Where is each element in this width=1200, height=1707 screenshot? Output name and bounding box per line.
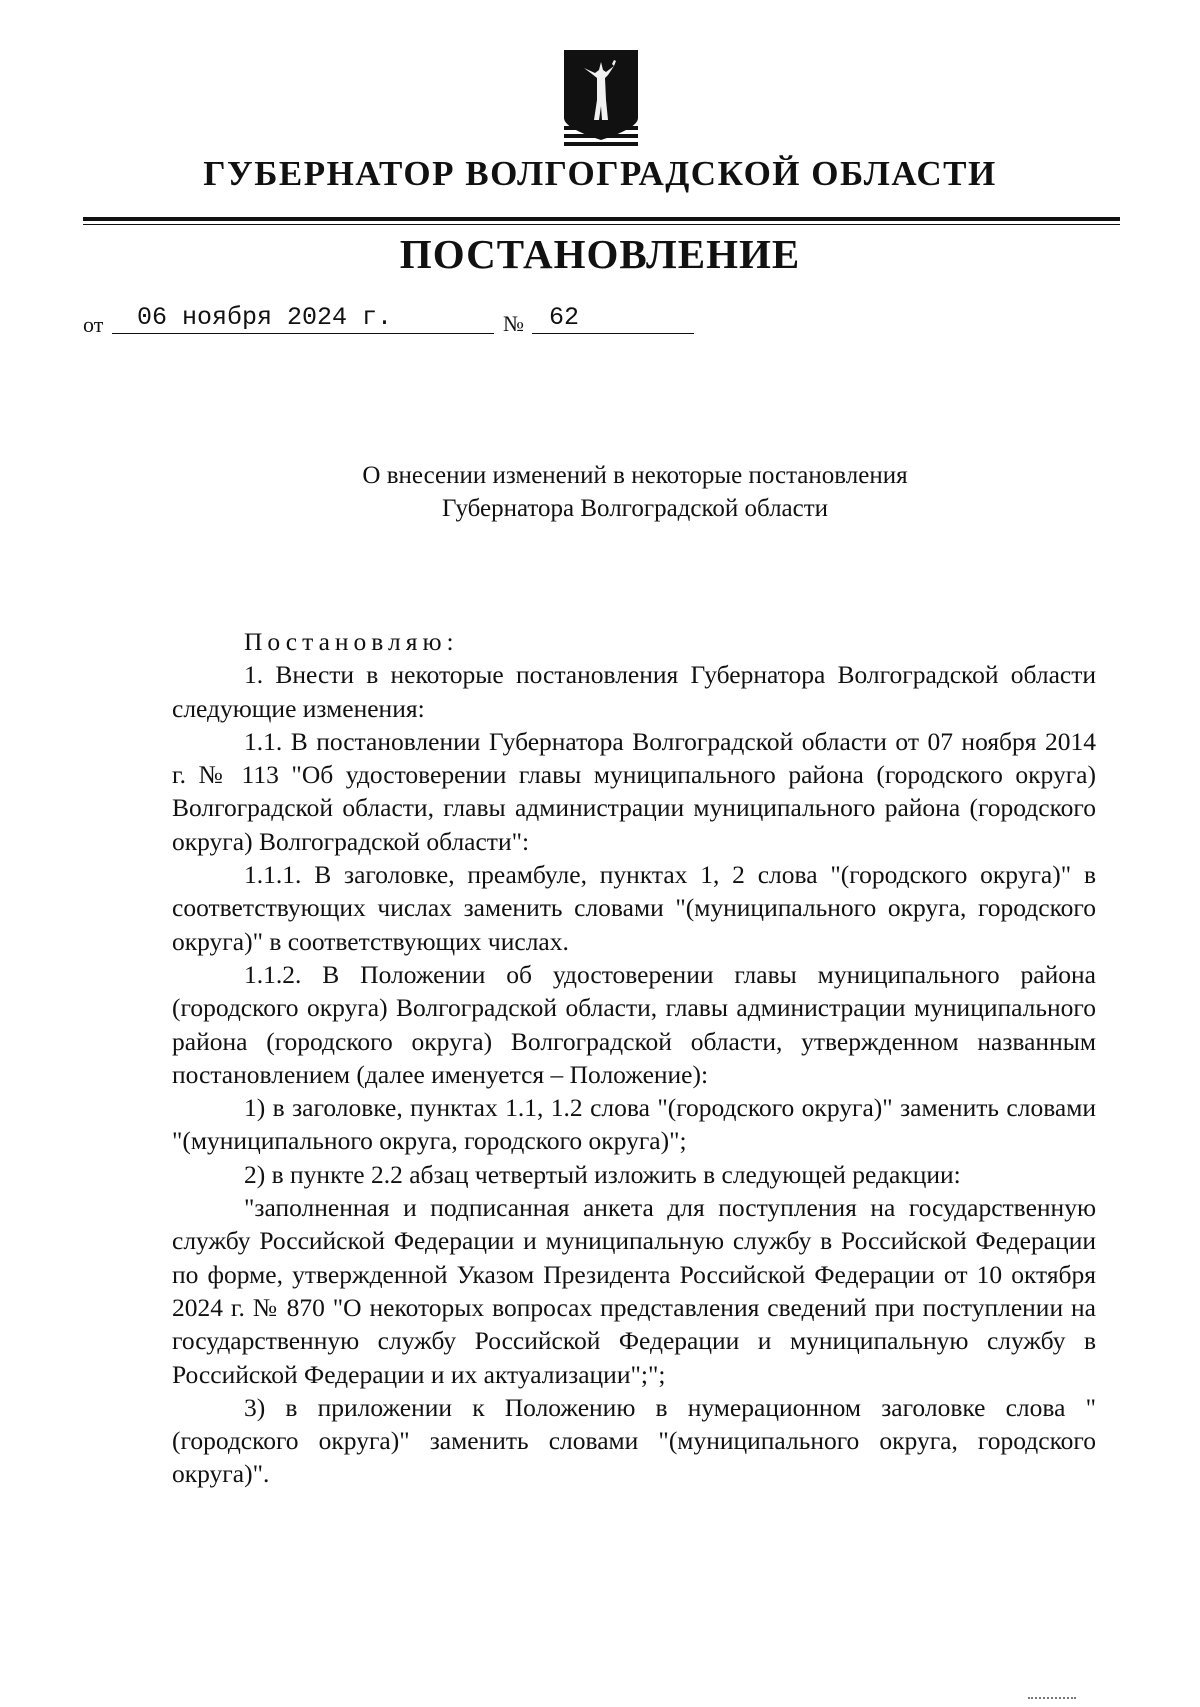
body-paragraph: 3) в приложении к Положению в нумерационном заголовке слова "(городского округа)" заменить словами "(муниципального округа, городского округа)".: [172, 1392, 1096, 1489]
body-paragraph: 1) в заголовке, пунктах 1.1, 1.2 слова "(городского округа)" заменить словами "(муниципального округа, городского округа)";: [172, 1093, 1096, 1156]
body-paragraph: Постановляю:: [244, 627, 459, 656]
date-field: [112, 303, 494, 334]
body-paragraph: "заполненная и подписанная анкета для поступления на государственную службу Российской Федерации и муниципальную службу в Российской Федерации по форме, утвержденной Указом Президента Российской Федерации от 10 октября 2024 г. № 870 "О некоторых вопросах представления сведений при поступлении на государственную службу Российской Федерации и муниципальную службу в Российской Федерации и их актуализации";";: [172, 1193, 1096, 1389]
date-value: 06 ноября 2024 г.: [137, 303, 393, 332]
header-rule-thick: [83, 217, 1120, 221]
document-type-title: ПОСТАНОВЛЕНИЕ: [399, 231, 801, 277]
scan-edge-mark: [1028, 1697, 1076, 1702]
number-field: [532, 303, 694, 334]
body-paragraph: 1.1. В постановлении Губернатора Волгоградской области от 07 ноября 2014 г. № 113 "Об удостоверении главы муниципального района (городского округа) Волгоградской области, главы администрации муниципального района (городского округа) Волгоградской области":: [172, 726, 1096, 856]
body-paragraph: 2) в пункте 2.2 абзац четвертый изложить в следующей редакции:: [244, 1159, 961, 1189]
document-subject: [0, 459, 1200, 525]
number-value: 62: [549, 303, 580, 332]
body-paragraph: 1. Внести в некоторые постановления Губернатора Волгоградской области следующие изменения:: [172, 660, 1096, 723]
org-title: ГУБЕРНАТОР ВОЛГОГРАДСКОЙ ОБЛАСТИ: [203, 154, 997, 193]
date-prefix-label: от: [83, 312, 104, 337]
header-rule-thin: [83, 224, 1120, 225]
subject-line-1: О внесении изменений в некоторые постановления: [362, 462, 908, 489]
subject-line-2: Губернатора Волгоградской области: [441, 495, 829, 522]
body-paragraph: 1.1.1. В заголовке, преамбуле, пунктах 1, 2 слова "(городского округа)" в соответствующих числах заменить словами "(муниципального округа, городского округа)" в соответствующих числах.: [172, 860, 1096, 956]
number-prefix-label: №: [503, 311, 524, 336]
document-body: [172, 625, 1096, 1491]
body-paragraph: 1.1.2. В Положении об удостоверении главы муниципального района (городского округа) Волгоградской области, главы администрации муниципального района (городского округа) Волгоградской области, утвержденном названным постановлением (далее именуется – Положение):: [172, 959, 1096, 1089]
volgograd-coat-of-arms-icon: [562, 48, 640, 148]
